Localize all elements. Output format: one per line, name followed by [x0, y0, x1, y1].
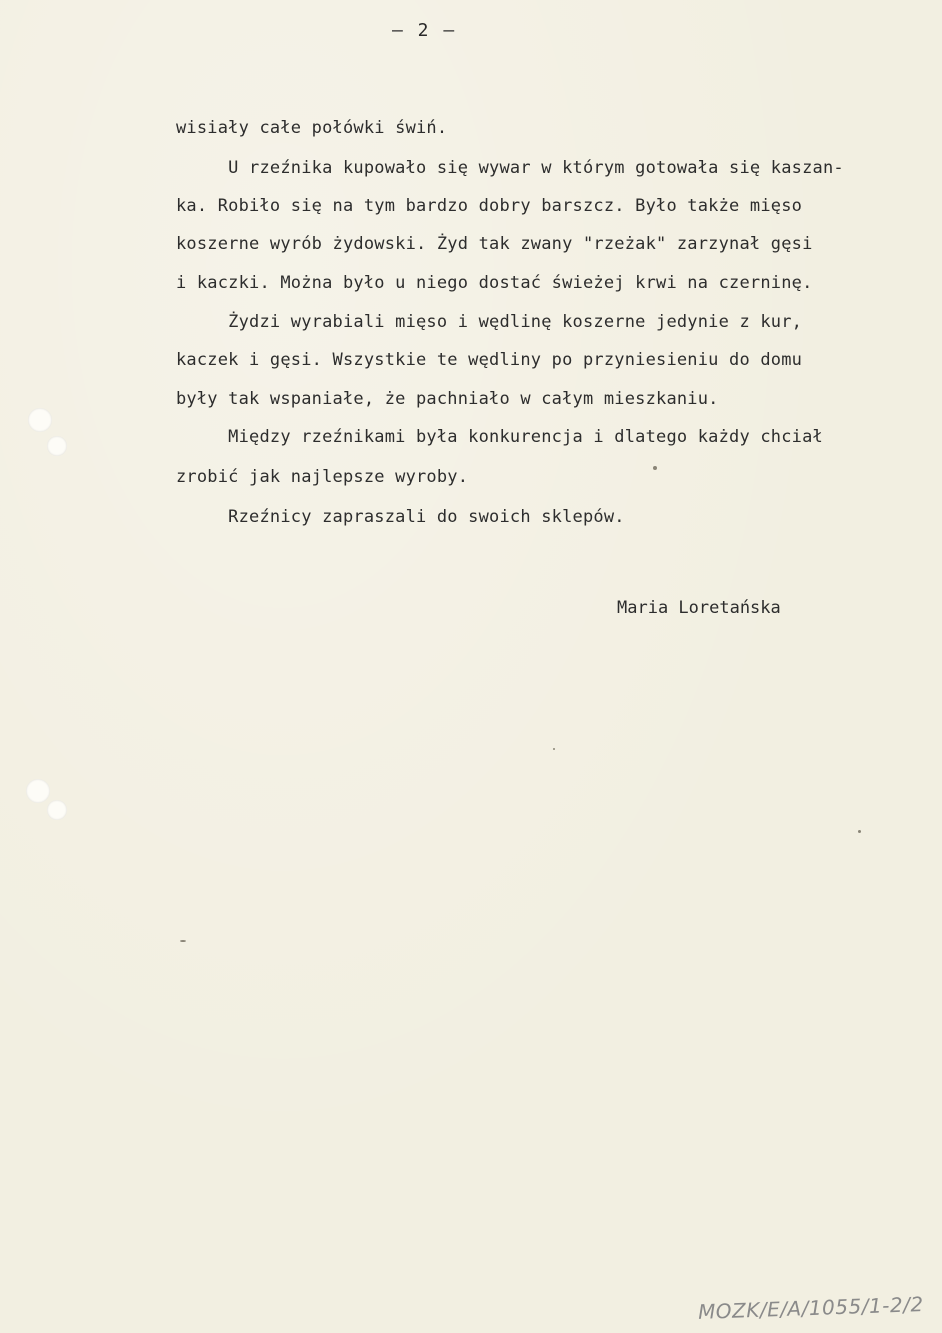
- text-line: Między rzeźnikami była konkurencja i dlatego każdy chciał: [176, 427, 823, 447]
- text-line: Żydzi wyrabiali mięso i wędlinę koszerne jedynie z kur,: [176, 312, 803, 332]
- text-line: U rzeźnika kupowało się wywar w którym gotowała się kaszan-: [176, 158, 844, 178]
- archive-reference: MOZK/E/A/1055/1-2/2: [697, 1292, 924, 1324]
- punch-hole: [26, 779, 50, 803]
- paper-speck: [180, 940, 186, 942]
- text-line: kaczek i gęsi. Wszystkie te wędliny po przyniesieniu do domu: [176, 350, 803, 370]
- text-line: koszerne wyrób żydowski. Żyd tak zwany "rzeżak" zarzynał gęsi: [176, 234, 813, 254]
- text-line: Rzeźnicy zapraszali do swoich sklepów.: [176, 507, 625, 527]
- text-line: ka. Robiło się na tym bardzo dobry barszcz. Było także mięso: [176, 196, 803, 216]
- paper-speck: [858, 830, 861, 833]
- text-line: zrobić jak najlepsze wyroby.: [176, 467, 469, 487]
- signature: Maria Loretańska: [617, 598, 781, 618]
- punch-hole: [28, 408, 52, 432]
- paper-speck: [653, 466, 657, 470]
- text-line: były tak wspaniałe, że pachniało w całym mieszkaniu.: [176, 389, 719, 409]
- punch-hole: [47, 800, 67, 820]
- punch-hole: [47, 436, 67, 456]
- text-line: i kaczki. Można było u niego dostać świeżej krwi na czerninę.: [176, 273, 813, 293]
- page-number: – 2 –: [392, 20, 457, 41]
- text-line: wisiały całe połówki świń.: [176, 118, 448, 138]
- paper-speck: [553, 748, 555, 750]
